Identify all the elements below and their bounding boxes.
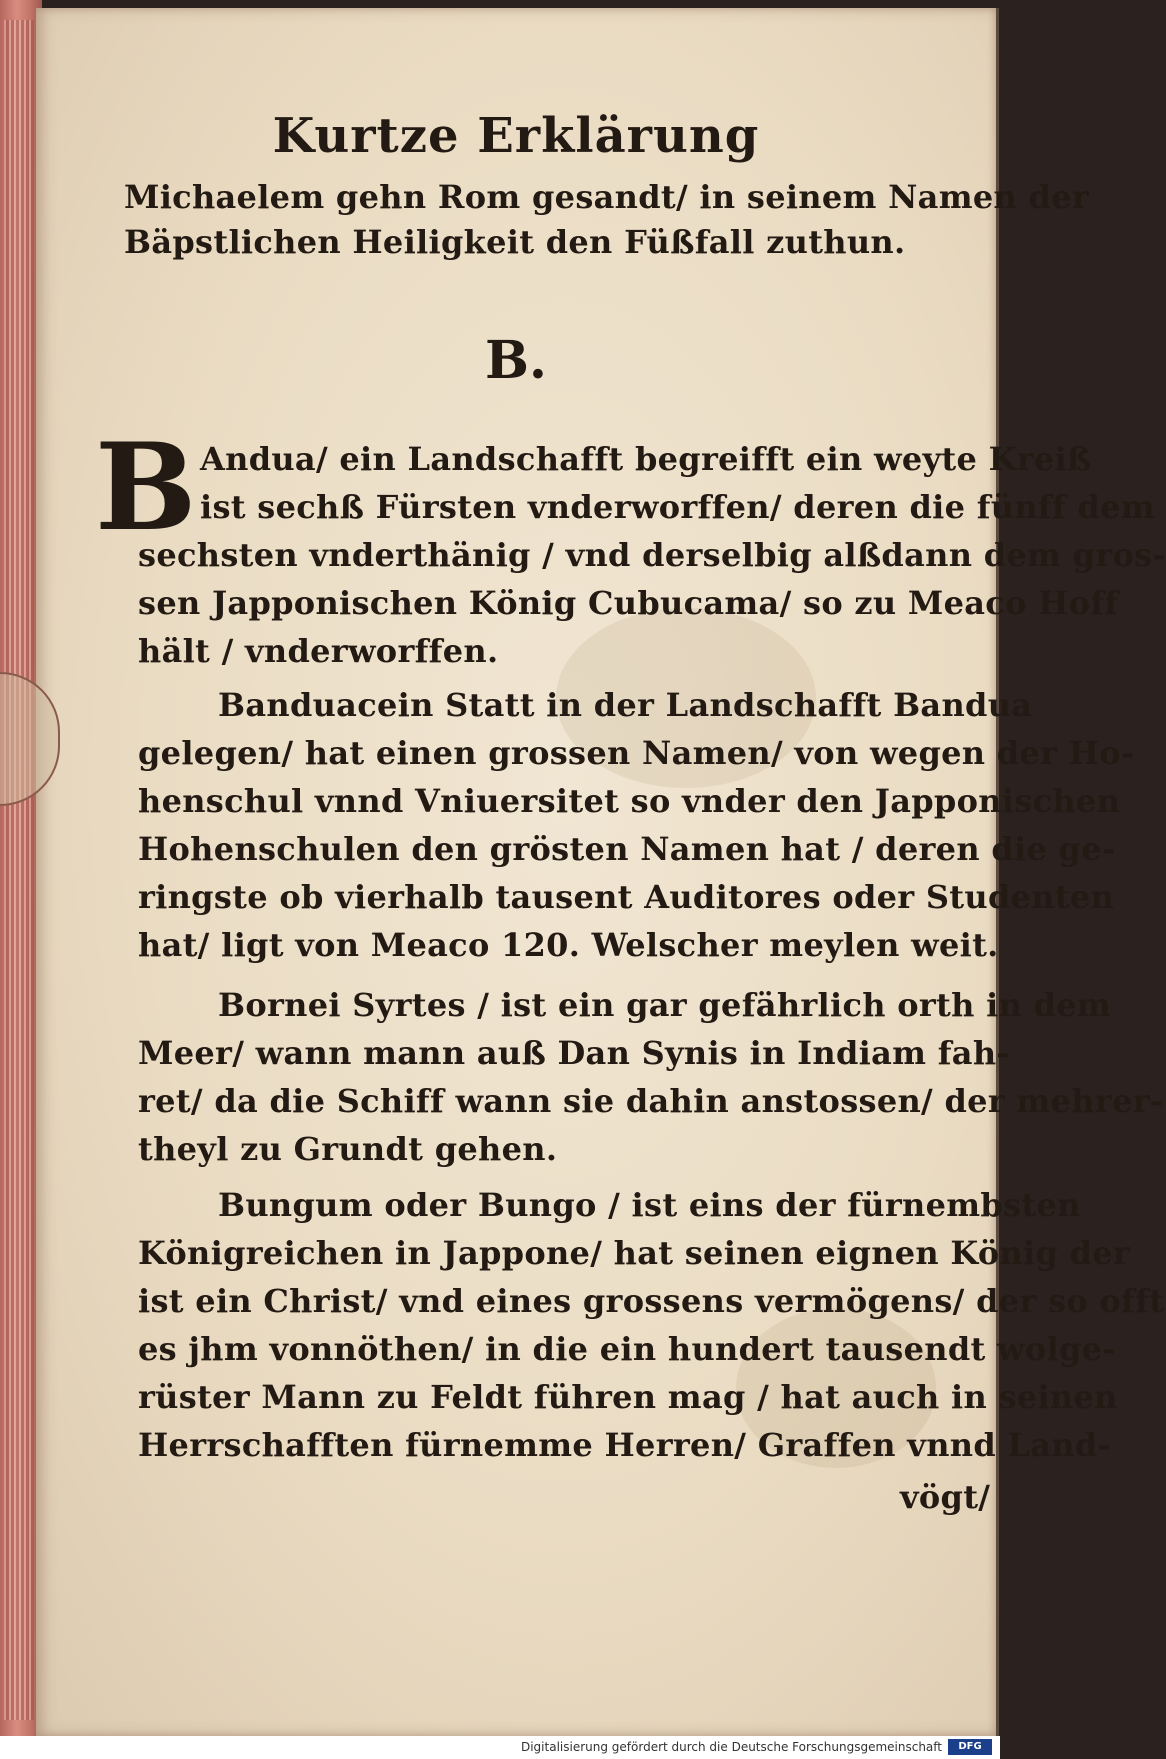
text-line: Hohenschulen den grösten Namen hat / deren die ge- — [138, 830, 1116, 868]
drop-cap: B — [95, 417, 197, 558]
text-line: sechsten vnderthänig / vnd derselbig alßdann dem gros- — [138, 536, 1166, 574]
text-line: es jhm vonnöthen/ in die ein hundert tausendt wolge- — [138, 1330, 1116, 1368]
text-line: Bungum oder Bungo / ist eins der fürnembsten — [218, 1186, 1081, 1224]
text-line: ist sechß Fürsten vnderworffen/ deren die fünff dem — [200, 488, 1155, 526]
text-line: Michaelem gehn Rom gesandt/ in seinem Namen der — [124, 178, 1090, 216]
footer-credit: Digitalisierung gefördert durch die Deutsche Forschungsgemeinschaft — [520, 1740, 942, 1754]
text-line: Andua/ ein Landschafft begreifft ein weyte Kreiß — [200, 440, 1092, 478]
text-line: theyl zu Grundt gehen. — [138, 1130, 558, 1168]
text-line: rüster Mann zu Feldt führen mag / hat auch in seinen — [138, 1378, 1118, 1416]
dfg-logo-icon: DFG — [948, 1739, 992, 1755]
page-edge-lines — [4, 20, 34, 1720]
text-line: Herrschafften fürnemme Herren/ Graffen vnnd Land- — [138, 1426, 1112, 1464]
text-line: Bornei Syrtes / ist ein gar gefährlich orth in dem — [218, 986, 1112, 1024]
text-line: gelegen/ hat einen grossen Namen/ von wegen der Ho- — [138, 734, 1135, 772]
text-line: henschul vnnd Vniuersitet so vnder den Japponischen — [138, 782, 1121, 820]
catchword: vögt/ — [900, 1478, 991, 1516]
text-line: hält / vnderworffen. — [138, 632, 499, 670]
text-line: ringste ob vierhalb tausent Auditores oder Studenten — [138, 878, 1115, 916]
text-line: Banduacein Statt in der Landschafft Bandua — [218, 686, 1033, 724]
text-line: Königreichen in Jappone/ hat seinen eignen König der — [138, 1234, 1131, 1272]
text-line: hat/ ligt von Meaco 120. Welscher meylen weit. — [138, 926, 999, 964]
text-line: Bäpstlichen Heiligkeit den Füßfall zuthun. — [124, 223, 906, 261]
text-line: sen Japponischen König Cubucama/ so zu Meaco Hoff — [138, 584, 1119, 622]
book-page — [36, 8, 1090, 1736]
text-line: ret/ da die Schiff wann sie dahin anstossen/ der mehrer- — [138, 1082, 1164, 1120]
page-header: Kurtze Erklärung — [272, 108, 760, 164]
section-letter: B. — [484, 330, 548, 391]
footer-bar — [0, 1736, 1000, 1759]
text-line: ist ein Christ/ vnd eines grossens vermögens/ der so offt — [138, 1282, 1165, 1320]
text-line: Meer/ wann mann auß Dan Synis in Indiam fah- — [138, 1034, 1010, 1072]
